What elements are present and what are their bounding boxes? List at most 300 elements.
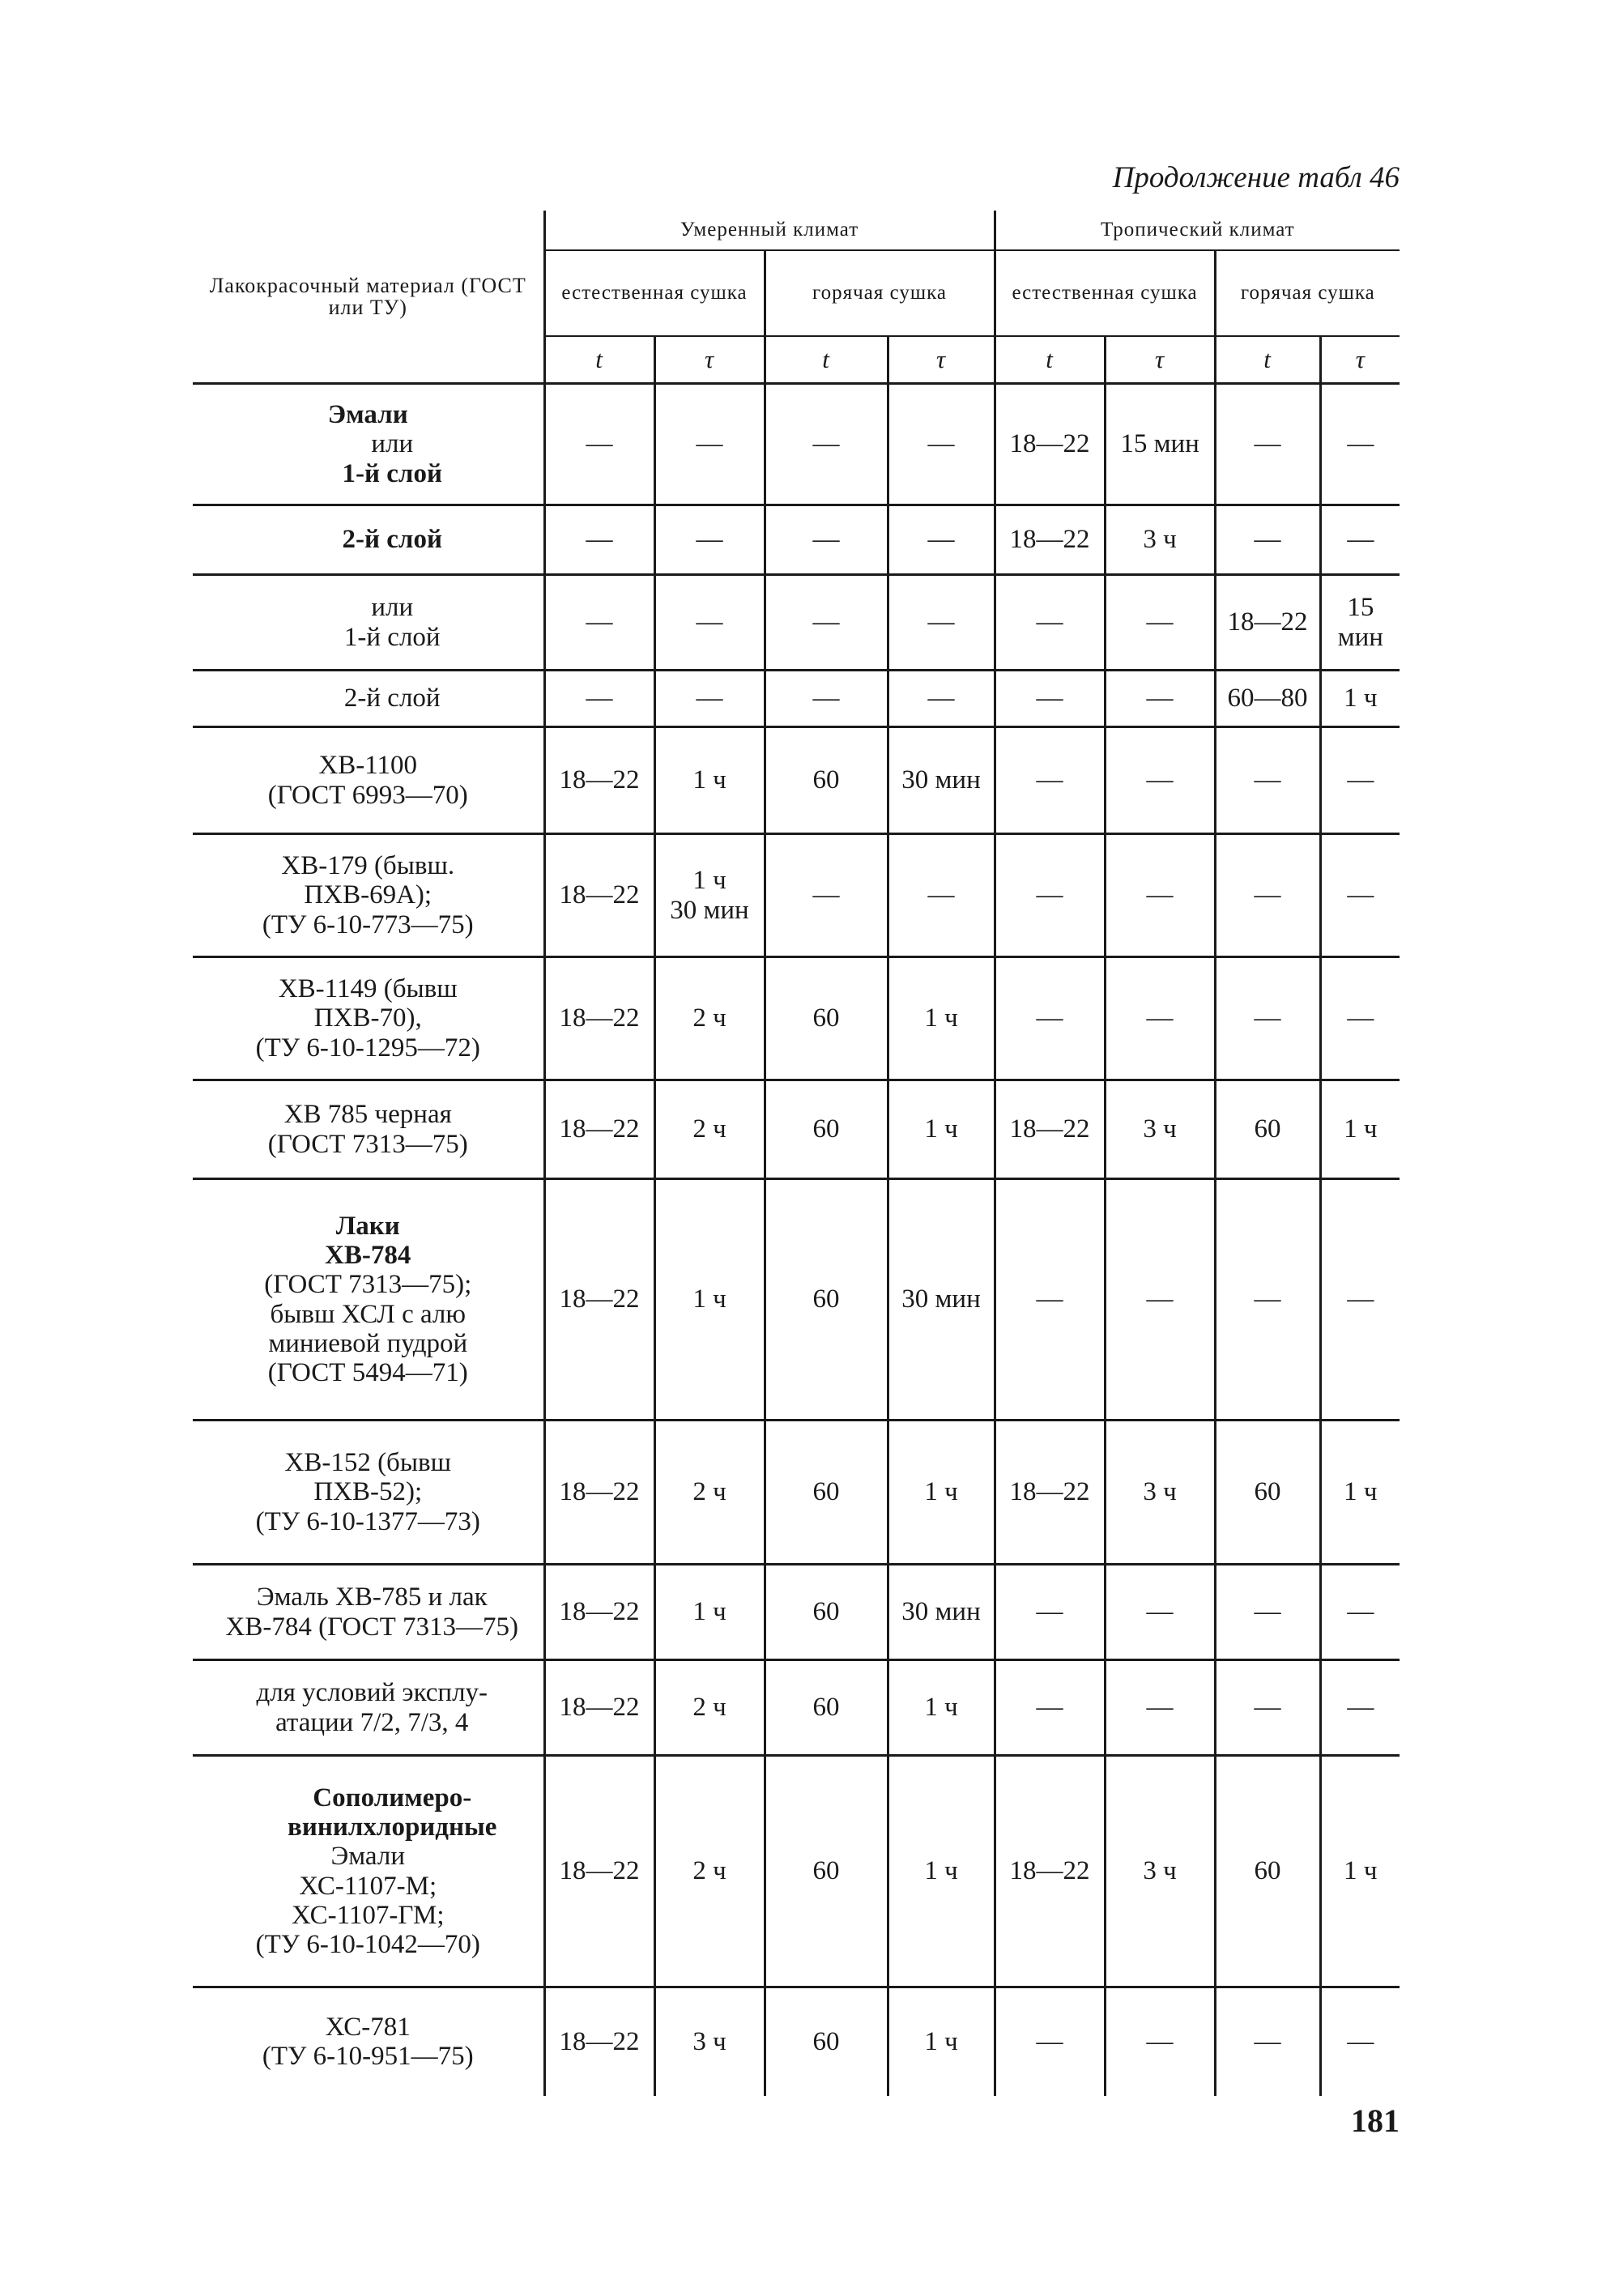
material-line: 1-й слой <box>342 458 442 488</box>
cell-value: 15 мин <box>1120 429 1199 458</box>
value-cell <box>1105 575 1215 671</box>
value-cell <box>544 834 654 957</box>
cell-value: — <box>812 429 840 458</box>
material-cell <box>193 1660 544 1756</box>
material-cell <box>193 834 544 957</box>
value-cell <box>765 957 888 1080</box>
cell-value: — <box>1254 1284 1281 1314</box>
cell-value: 18—22 <box>559 1856 640 1885</box>
cell-value: 1 ч <box>1344 684 1378 713</box>
value-cell <box>1215 1179 1320 1421</box>
value-cell <box>544 1565 654 1660</box>
value-cell <box>654 727 765 834</box>
cell-value: 60 <box>812 1477 840 1506</box>
cell-value: 30 мин <box>901 765 981 794</box>
material-line: 2-й слой <box>343 684 441 714</box>
value-cell <box>995 727 1105 834</box>
value-cell <box>1105 671 1215 727</box>
drying-modes-table <box>193 211 1400 2096</box>
cell-value: — <box>1036 1597 1063 1626</box>
cell-value: 1 ч <box>924 2026 958 2056</box>
cell-value: — <box>1254 1597 1281 1626</box>
material-line: ХВ-1100 <box>318 751 418 781</box>
table-row <box>193 505 1400 575</box>
value-cell <box>1320 957 1400 1080</box>
value-cell <box>995 834 1105 957</box>
cell-value: 2 ч <box>692 1003 726 1033</box>
material-line: или <box>371 593 414 623</box>
table-row <box>193 1080 1400 1179</box>
table-continuation-caption: Продолжение табл 46 <box>1112 161 1400 194</box>
value-cell <box>1215 1421 1320 1565</box>
material-line: ХС-1107-ГМ; <box>292 1900 445 1930</box>
value-cell <box>1105 1080 1215 1179</box>
cell-value: 1 ч <box>924 1477 958 1506</box>
value-cell <box>888 957 995 1080</box>
value-cell <box>654 1080 765 1179</box>
material-line: для условий эксплу- <box>256 1678 488 1708</box>
material-line: 2-й слой <box>342 525 442 555</box>
cell-value: 18—22 <box>1009 1114 1090 1144</box>
material-line: ХВ-784 (ГОСТ 7313—75) <box>225 1612 518 1642</box>
value-cell <box>1215 384 1320 505</box>
cell-value: — <box>1347 880 1374 909</box>
material-line: (ГОСТ 7313—75) <box>267 1129 468 1159</box>
value-cell <box>654 957 765 1080</box>
cell-value: 1 ч <box>924 1856 958 1885</box>
value-cell <box>765 505 888 575</box>
material-line: Эмали <box>327 400 408 430</box>
value-cell <box>888 505 995 575</box>
value-cell <box>888 1987 995 2096</box>
value-cell <box>1320 505 1400 575</box>
cell-value: 60 <box>812 765 840 794</box>
value-cell <box>765 1179 888 1421</box>
material-line: (ТУ 6-10-1295—72) <box>255 1033 480 1063</box>
header-tropical-climate: Тропический климат <box>995 211 1400 250</box>
cell-value: — <box>696 684 723 713</box>
material-line: ХВ-152 (бывш <box>284 1448 452 1478</box>
cell-value: — <box>586 607 613 637</box>
cell-value: — <box>927 880 955 909</box>
material-line: (ТУ 6-10-773—75) <box>262 909 474 939</box>
cell-value: — <box>1036 1003 1063 1033</box>
cell-value: 18—22 <box>559 1597 640 1626</box>
cell-value: — <box>1347 525 1374 554</box>
value-cell <box>1320 1421 1400 1565</box>
header-t: t <box>995 336 1105 384</box>
cell-value: 1 ч <box>692 865 726 895</box>
header-moderate-hot: горячая сушка <box>765 250 995 336</box>
value-cell <box>1320 575 1400 671</box>
material-line: ХВ-179 (бывш. <box>281 851 455 881</box>
value-cell <box>544 671 654 727</box>
cell-value: 1 ч <box>1344 1856 1378 1885</box>
header-tau: τ <box>888 336 995 384</box>
value-cell <box>888 575 995 671</box>
cell-value: — <box>1347 1597 1374 1626</box>
value-cell <box>1320 1987 1400 2096</box>
cell-value: — <box>1347 2026 1374 2056</box>
cell-value: 1 ч <box>924 1114 958 1144</box>
value-cell <box>544 1756 654 1987</box>
value-cell <box>1320 1080 1400 1179</box>
cell-value-extra: 30 мин <box>670 895 749 925</box>
material-line: ХВ-1149 (бывш <box>278 974 458 1004</box>
cell-value: — <box>1254 2026 1281 2056</box>
value-cell <box>1215 505 1320 575</box>
cell-value: 18—22 <box>1009 1856 1090 1885</box>
cell-value: 2 ч <box>692 1856 726 1885</box>
material-line: ХВ 785 черная <box>283 1100 452 1130</box>
value-cell <box>765 1421 888 1565</box>
material-line: ХС-781 <box>325 2012 411 2042</box>
material-line: (ТУ 6-10-1042—70) <box>255 1930 480 1960</box>
value-cell <box>544 505 654 575</box>
table-row <box>193 575 1400 671</box>
table-row <box>193 1179 1400 1421</box>
value-cell <box>765 384 888 505</box>
value-cell <box>1215 575 1320 671</box>
value-cell <box>1320 671 1400 727</box>
cell-value: 18—22 <box>1227 607 1308 637</box>
cell-value: 18—22 <box>559 1114 640 1144</box>
value-cell <box>1105 505 1215 575</box>
cell-value: — <box>812 607 840 637</box>
cell-value: — <box>696 429 723 458</box>
cell-value: — <box>1036 607 1063 637</box>
value-cell <box>765 671 888 727</box>
cell-value: — <box>927 429 955 458</box>
cell-value: — <box>1146 607 1174 637</box>
cell-value: 60 <box>812 1284 840 1314</box>
value-cell <box>995 957 1105 1080</box>
value-cell <box>654 575 765 671</box>
value-cell <box>544 1421 654 1565</box>
cell-value: — <box>1254 429 1281 458</box>
cell-value: 1 ч <box>924 1693 958 1722</box>
cell-value: 18—22 <box>559 765 640 794</box>
cell-value: 1 ч <box>1344 1477 1378 1506</box>
value-cell <box>1215 1080 1320 1179</box>
material-line: винилхлоридные <box>288 1812 497 1842</box>
page-number: 181 <box>1351 2102 1400 2139</box>
header-tau: τ <box>654 336 765 384</box>
value-cell <box>544 1660 654 1756</box>
value-cell <box>654 1421 765 1565</box>
value-cell <box>1320 1660 1400 1756</box>
material-cell <box>193 1987 544 2096</box>
cell-value: 60 <box>812 1114 840 1144</box>
cell-value: 2 ч <box>692 1693 726 1722</box>
material-line: Сополимеро- <box>313 1783 472 1813</box>
cell-value: — <box>1254 880 1281 909</box>
value-cell <box>544 384 654 505</box>
value-cell <box>1320 727 1400 834</box>
cell-value: — <box>1347 765 1374 794</box>
table-row <box>193 834 1400 957</box>
table-row <box>193 1987 1400 2096</box>
value-cell <box>654 505 765 575</box>
material-line: (ТУ 6-10-951—75) <box>262 2042 474 2072</box>
cell-value: — <box>1347 429 1374 458</box>
value-cell <box>1105 1565 1215 1660</box>
value-cell <box>888 1756 995 1987</box>
value-cell <box>1105 1756 1215 1987</box>
cell-value: — <box>586 525 613 554</box>
value-cell <box>1105 1179 1215 1421</box>
cell-value: — <box>1146 1597 1174 1626</box>
cell-value: — <box>1254 765 1281 794</box>
value-cell <box>995 1987 1105 2096</box>
table-row <box>193 1756 1400 1987</box>
value-cell <box>995 1756 1105 1987</box>
header-tropical-natural: естественная сушка <box>995 250 1215 336</box>
material-line: Лаки <box>335 1211 400 1241</box>
value-cell <box>1215 957 1320 1080</box>
cell-value: — <box>1036 1284 1063 1314</box>
cell-value: 18—22 <box>559 1284 640 1314</box>
cell-value: — <box>1146 2026 1174 2056</box>
material-line: Эмали <box>330 1842 405 1872</box>
header-moderate-climate: Умеренный климат <box>544 211 995 250</box>
material-cell <box>193 505 544 575</box>
cell-value: 2 ч <box>692 1114 726 1144</box>
value-cell <box>544 1987 654 2096</box>
cell-value: 60 <box>812 1693 840 1722</box>
value-cell <box>1215 727 1320 834</box>
material-cell <box>193 1421 544 1565</box>
cell-value: — <box>1146 765 1174 794</box>
cell-value: — <box>696 607 723 637</box>
material-line: миниевой пудрой <box>268 1328 468 1358</box>
value-cell <box>888 1179 995 1421</box>
value-cell <box>1105 1987 1215 2096</box>
value-cell <box>765 1565 888 1660</box>
value-cell <box>995 671 1105 727</box>
cell-value: — <box>1347 1003 1374 1033</box>
cell-value: — <box>586 684 613 713</box>
value-cell <box>544 727 654 834</box>
cell-value: 60 <box>812 1856 840 1885</box>
value-cell <box>995 1080 1105 1179</box>
table-row <box>193 1660 1400 1756</box>
cell-value: — <box>1036 2026 1063 2056</box>
cell-value: 60 <box>812 2026 840 2056</box>
header-moderate-natural: естественная сушка <box>544 250 765 336</box>
value-cell <box>765 834 888 957</box>
table-row <box>193 1421 1400 1565</box>
cell-value: — <box>586 429 613 458</box>
cell-value: — <box>812 525 840 554</box>
material-line: ХВ-784 <box>325 1240 411 1270</box>
cell-value: 60—80 <box>1227 684 1308 713</box>
cell-value: — <box>1146 684 1174 713</box>
material-line: (ГОСТ 5494—71) <box>267 1358 468 1388</box>
material-line: или <box>371 429 414 459</box>
material-line: атации 7/2, 7/3, 4 <box>275 1707 469 1737</box>
value-cell <box>1215 1987 1320 2096</box>
material-line: (ГОСТ 6993—70) <box>267 780 468 810</box>
value-cell <box>544 1080 654 1179</box>
value-cell <box>1215 1756 1320 1987</box>
value-cell <box>1105 384 1215 505</box>
cell-value: 1 ч <box>692 1284 726 1314</box>
value-cell <box>765 575 888 671</box>
material-cell <box>193 671 544 727</box>
value-cell <box>888 671 995 727</box>
value-cell <box>1105 834 1215 957</box>
cell-value: — <box>927 525 955 554</box>
value-cell <box>995 1660 1105 1756</box>
value-cell <box>1105 957 1215 1080</box>
cell-value: 1 ч <box>692 765 726 794</box>
material-line: 1-й слой <box>343 622 441 652</box>
value-cell <box>1105 1660 1215 1756</box>
cell-value: 18—22 <box>559 880 640 909</box>
value-cell <box>888 834 995 957</box>
cell-value: — <box>927 607 955 637</box>
value-cell <box>654 1179 765 1421</box>
cell-value: — <box>1347 1284 1374 1314</box>
cell-value: 60 <box>812 1003 840 1033</box>
value-cell <box>544 575 654 671</box>
cell-value: 18—22 <box>559 2026 640 2056</box>
value-cell <box>654 834 765 957</box>
value-cell <box>995 575 1105 671</box>
material-cell <box>193 1565 544 1660</box>
cell-value: 18—22 <box>559 1477 640 1506</box>
material-line: ПХВ-52); <box>313 1477 423 1507</box>
header-material: Лакокрасочный материал (ГОСТ или ТУ) <box>193 211 544 384</box>
value-cell <box>1320 1565 1400 1660</box>
material-line: (ТУ 6-10-1377—73) <box>255 1506 480 1536</box>
value-cell <box>888 1565 995 1660</box>
value-cell <box>888 1080 995 1179</box>
material-cell <box>193 384 544 505</box>
value-cell <box>888 1660 995 1756</box>
value-cell <box>765 1080 888 1179</box>
value-cell <box>1320 1756 1400 1987</box>
cell-value: 3 ч <box>692 2026 726 2056</box>
value-cell <box>1215 671 1320 727</box>
cell-value: — <box>1146 880 1174 909</box>
cell-value: — <box>1254 1003 1281 1033</box>
table-row <box>193 957 1400 1080</box>
cell-value: 60 <box>1254 1856 1281 1885</box>
material-line: ПХВ-69А); <box>304 880 432 910</box>
cell-value: 1 ч <box>1344 1114 1378 1144</box>
cell-value: — <box>927 684 955 713</box>
value-cell <box>888 1421 995 1565</box>
header-tropical-hot: горячая сушка <box>1215 250 1400 336</box>
cell-value: — <box>1036 1693 1063 1722</box>
material-cell <box>193 727 544 834</box>
value-cell <box>765 1660 888 1756</box>
cell-value: — <box>1036 765 1063 794</box>
cell-value: 18—22 <box>559 1693 640 1722</box>
cell-value: 3 ч <box>1143 1856 1177 1885</box>
table-row <box>193 727 1400 834</box>
material-cell <box>193 957 544 1080</box>
cell-value: 3 ч <box>1143 1114 1177 1144</box>
value-cell <box>1215 834 1320 957</box>
cell-value: — <box>1036 684 1063 713</box>
value-cell <box>1215 1565 1320 1660</box>
table-row <box>193 671 1400 727</box>
material-line: (ГОСТ 7313—75); <box>264 1270 472 1300</box>
cell-value: 60 <box>812 1597 840 1626</box>
cell-value: 18—22 <box>1009 525 1090 554</box>
value-cell <box>995 505 1105 575</box>
cell-value: 60 <box>1254 1477 1281 1506</box>
header-t: t <box>765 336 888 384</box>
value-cell <box>995 1421 1105 1565</box>
cell-value: 60 <box>1254 1114 1281 1144</box>
cell-value: 3 ч <box>1143 525 1177 554</box>
cell-value: 15 мин <box>1337 592 1383 652</box>
cell-value: — <box>1254 525 1281 554</box>
value-cell <box>544 1179 654 1421</box>
header-tau: τ <box>1105 336 1215 384</box>
value-cell <box>1105 727 1215 834</box>
material-cell <box>193 1756 544 1987</box>
value-cell <box>1105 1421 1215 1565</box>
value-cell <box>654 1987 765 2096</box>
cell-value: — <box>1036 880 1063 909</box>
cell-value: 1 ч <box>924 1003 958 1033</box>
value-cell <box>995 1179 1105 1421</box>
value-cell <box>654 1756 765 1987</box>
value-cell <box>654 1565 765 1660</box>
cell-value: 30 мин <box>901 1284 981 1314</box>
cell-value: — <box>1146 1284 1174 1314</box>
value-cell <box>888 384 995 505</box>
material-line: ПХВ-70), <box>313 1003 422 1033</box>
value-cell <box>888 727 995 834</box>
header-t: t <box>544 336 654 384</box>
header-tau: τ <box>1320 336 1400 384</box>
material-line: Эмаль ХВ-785 и лак <box>256 1582 488 1612</box>
cell-value: 18—22 <box>1009 1477 1090 1506</box>
cell-value: 3 ч <box>1143 1477 1177 1506</box>
material-cell <box>193 575 544 671</box>
cell-value: — <box>812 880 840 909</box>
cell-value: — <box>1146 1693 1174 1722</box>
value-cell <box>765 1987 888 2096</box>
cell-value: — <box>1347 1693 1374 1722</box>
cell-value: — <box>696 525 723 554</box>
value-cell <box>654 671 765 727</box>
cell-value: — <box>1254 1693 1281 1722</box>
cell-value: 2 ч <box>692 1477 726 1506</box>
table-body <box>193 384 1400 2096</box>
material-cell <box>193 1179 544 1421</box>
value-cell <box>765 1756 888 1987</box>
cell-value: 18—22 <box>559 1003 640 1033</box>
material-line: бывш ХСЛ с алю <box>270 1299 467 1329</box>
cell-value: 30 мин <box>901 1597 981 1626</box>
material-cell <box>193 1080 544 1179</box>
table-row <box>193 1565 1400 1660</box>
cell-value: 18—22 <box>1009 429 1090 458</box>
value-cell <box>1320 1179 1400 1421</box>
value-cell <box>1320 384 1400 505</box>
table-row <box>193 384 1400 505</box>
value-cell <box>995 384 1105 505</box>
value-cell <box>765 727 888 834</box>
value-cell <box>544 957 654 1080</box>
